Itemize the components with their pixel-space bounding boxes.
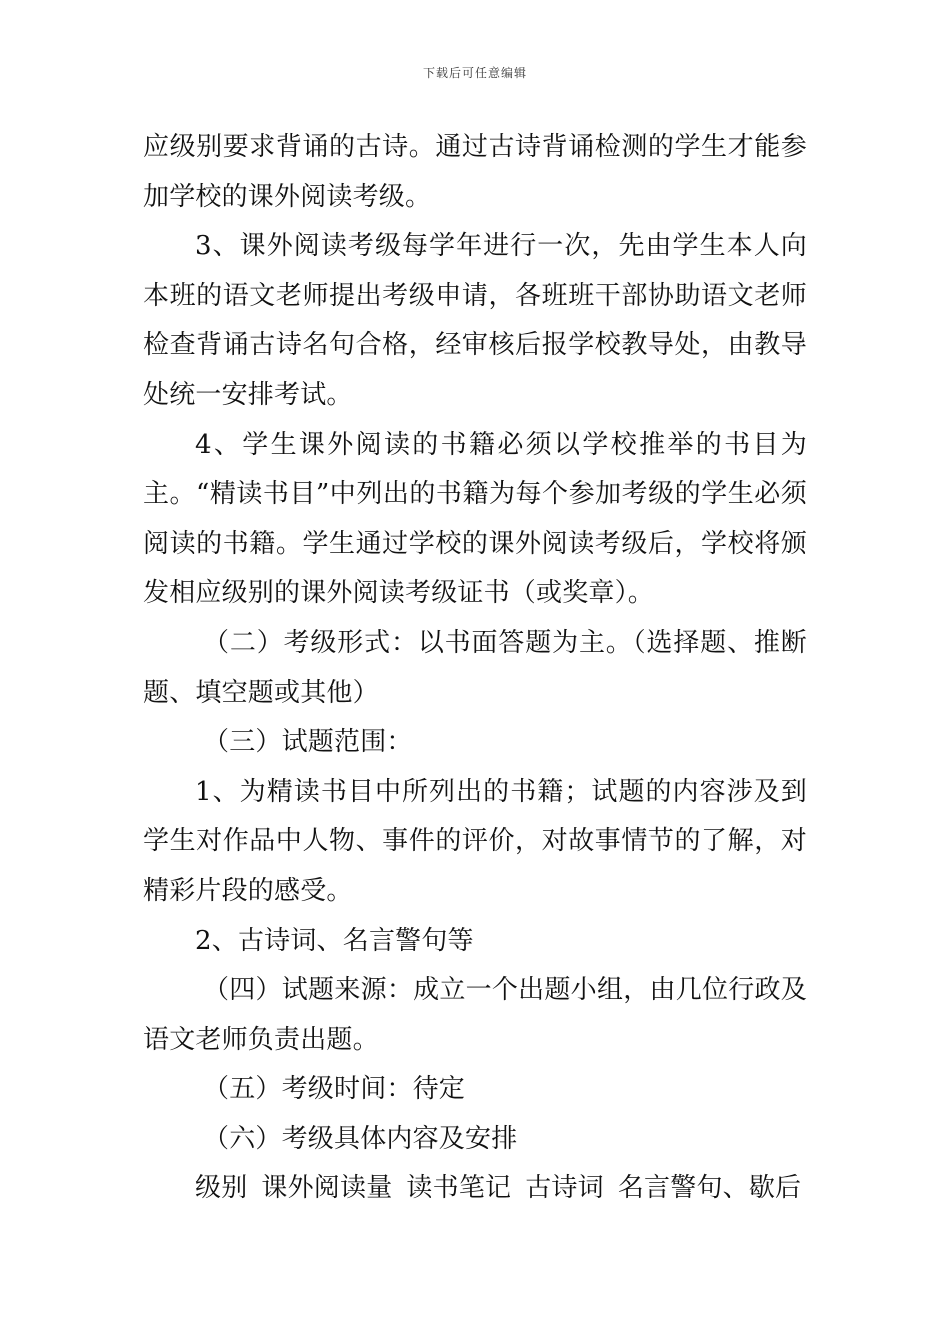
paragraph-continued: 应级别要求背诵的古诗。通过古诗背诵检测的学生才能参加学校的课外阅读考级。 <box>143 132 807 212</box>
page-header-note: 下载后可任意编辑 <box>422 66 527 80</box>
table-header-cell: 古诗词 <box>525 1173 604 1204</box>
table-header-row <box>143 1164 807 1214</box>
paragraph-scope-1: 1、为精读书目中所列出的书籍；试题的内容涉及到学生对作品中人物、事件的评价，对故事情节的了解，对精彩片段的感受。 <box>143 776 807 906</box>
section-exam-source: （四）试题来源：成立一个出题小组，由几位行政及语文老师负责出题。 <box>143 975 807 1055</box>
paragraph-item-3: 3、课外阅读考级每学年进行一次，先由学生本人向本班的语文老师提出考级申请，各班班干部协助语文老师检查背诵古诗名句合格，经审核后报学校教导处，由教导处统一安排考试。 <box>143 231 807 410</box>
section-exam-scope: （三）试题范围： <box>203 727 413 758</box>
table-header-cell: 名言警句、歇后 <box>617 1173 802 1204</box>
table-header-cell: 课外阅读量 <box>261 1173 393 1204</box>
document-body <box>143 123 807 1214</box>
section-exam-content: （六）考级具体内容及安排 <box>203 1123 518 1154</box>
table-header-cell: 读书笔记 <box>406 1173 512 1204</box>
paragraph-item-4: 4、学生课外阅读的书籍必须以学校推举的书目为主。“精读书目”中列出的书籍为每个参加考级的学生必须阅读的书籍。学生通过学校的课外阅读考级后，学校将颁发相应级别的课外阅读考级证书（或奖章）。 <box>143 429 807 609</box>
section-exam-format: （二）考级形式：以书面答题为主。（选择题、推断题、填空题或其他） <box>143 627 807 708</box>
section-exam-time: （五）考级时间：待定 <box>203 1074 466 1105</box>
paragraph-scope-2: 2、古诗词、名言警句等 <box>195 925 474 956</box>
table-header-cell: 级别 <box>195 1173 248 1204</box>
